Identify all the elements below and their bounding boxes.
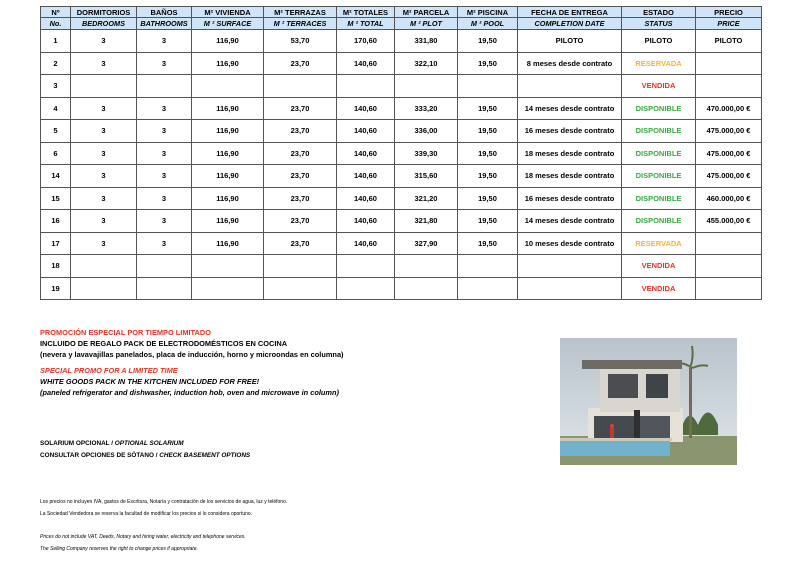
cell-terraces: 23,70 xyxy=(264,187,337,210)
promo-detail-en: (paneled refrigerator and dishwasher, induction hob, oven and microwave in column) xyxy=(40,387,339,397)
cell-price xyxy=(696,75,762,98)
cell-unit-number: 5 xyxy=(41,120,71,143)
header-cell: PRICE xyxy=(696,18,762,30)
cell-bedrooms: 3 xyxy=(71,232,137,255)
cell-pool: 19,50 xyxy=(458,165,518,188)
promo-title-en: SPECIAL PROMO FOR A LIMITED TIME xyxy=(40,366,178,376)
cell-unit-number: 19 xyxy=(41,277,71,300)
cell-plot: 315,60 xyxy=(395,165,458,188)
cell-plot: 327,90 xyxy=(395,232,458,255)
cell-bedrooms: 3 xyxy=(71,120,137,143)
cell-terraces: 23,70 xyxy=(264,97,337,120)
basement-es: CONSULTAR OPCIONES DE SÓTANO / xyxy=(40,452,160,459)
cell-terraces: 53,70 xyxy=(264,30,337,53)
cell-status-badge: RESERVADA xyxy=(622,52,696,75)
cell-total-area xyxy=(337,75,395,98)
cell-bathrooms: 3 xyxy=(137,52,192,75)
cell-unit-number: 16 xyxy=(41,210,71,233)
cell-completion-date xyxy=(518,255,622,278)
cell-total-area: 140,60 xyxy=(337,187,395,210)
cell-completion-date: 10 meses desde contrato xyxy=(518,232,622,255)
header-cell: No. xyxy=(41,18,71,30)
cell-bathrooms: 3 xyxy=(137,97,192,120)
cell-total-area: 170,60 xyxy=(337,30,395,53)
header-cell: COMPLETION DATE xyxy=(518,18,622,30)
table-row xyxy=(41,210,762,233)
cell-completion-date: 18 meses desde contrato xyxy=(518,165,622,188)
table-row xyxy=(41,165,762,188)
table-row xyxy=(41,277,762,300)
cell-surface: 116,90 xyxy=(192,30,264,53)
cell-terraces: 23,70 xyxy=(264,52,337,75)
header-cell: M ² SURFACE xyxy=(192,18,264,30)
cell-bathrooms xyxy=(137,255,192,278)
cell-surface: 116,90 xyxy=(192,187,264,210)
solarium-en: OPTIONAL SOLARIUM xyxy=(114,440,184,447)
cell-pool: 19,50 xyxy=(458,187,518,210)
cell-unit-number: 3 xyxy=(41,75,71,98)
cell-status-badge: DISPONIBLE xyxy=(622,165,696,188)
basement-option xyxy=(40,450,250,462)
header-cell: BATHROOMS xyxy=(137,18,192,30)
cell-plot: 322,10 xyxy=(395,52,458,75)
header-cell: M ² POOL xyxy=(458,18,518,30)
cell-plot: 339,30 xyxy=(395,142,458,165)
cell-price: 455.000,00 € xyxy=(696,210,762,233)
cell-total-area: 140,60 xyxy=(337,52,395,75)
cell-price: PILOTO xyxy=(696,30,762,53)
cell-status-badge: VENDIDA xyxy=(622,255,696,278)
cell-status-badge: VENDIDA xyxy=(622,277,696,300)
cell-pool xyxy=(458,277,518,300)
basement-en: CHECK BASEMENT OPTIONS xyxy=(159,452,251,459)
cell-bathrooms xyxy=(137,277,192,300)
promo-line-es: INCLUIDO DE REGALO PACK DE ELECTRODOMÉSTICOS EN COCINA xyxy=(40,338,288,348)
cell-price: 475.000,00 € xyxy=(696,120,762,143)
cell-bedrooms: 3 xyxy=(71,165,137,188)
cell-bathrooms: 3 xyxy=(137,187,192,210)
legal-en-2: The Selling Company reserves the right to change prices if appropriate. xyxy=(40,545,198,552)
cell-price: 470.000,00 € xyxy=(696,97,762,120)
cell-price xyxy=(696,277,762,300)
cell-surface: 116,90 xyxy=(192,232,264,255)
cell-price xyxy=(696,52,762,75)
cell-price xyxy=(696,255,762,278)
cell-terraces xyxy=(264,75,337,98)
cell-status-badge: DISPONIBLE xyxy=(622,142,696,165)
cell-completion-date xyxy=(518,277,622,300)
cell-pool: 19,50 xyxy=(458,30,518,53)
cell-unit-number: 1 xyxy=(41,30,71,53)
cell-surface xyxy=(192,255,264,278)
cell-surface: 116,90 xyxy=(192,165,264,188)
promo-detail-es: (nevera y lavavajillas panelados, placa de inducción, horno y microondas en columna) xyxy=(40,349,344,359)
table-row xyxy=(41,187,762,210)
cell-total-area: 140,60 xyxy=(337,120,395,143)
cell-completion-date: 14 meses desde contrato xyxy=(518,97,622,120)
cell-total-area: 140,60 xyxy=(337,232,395,255)
cell-status-badge: VENDIDA xyxy=(622,75,696,98)
cell-plot: 331,80 xyxy=(395,30,458,53)
table-row xyxy=(41,120,762,143)
cell-surface: 116,90 xyxy=(192,52,264,75)
header-cell: BEDROOMS xyxy=(71,18,137,30)
header-cell: M² PISCINA xyxy=(458,7,518,18)
cell-bedrooms: 3 xyxy=(71,142,137,165)
cell-pool xyxy=(458,75,518,98)
header-cell: M² VIVIENDA xyxy=(192,7,264,18)
table-row xyxy=(41,52,762,75)
header-cell: FECHA DE ENTREGA xyxy=(518,7,622,18)
cell-unit-number: 17 xyxy=(41,232,71,255)
price-table xyxy=(40,6,762,300)
cell-pool: 19,50 xyxy=(458,97,518,120)
cell-status-badge: PILOTO xyxy=(622,30,696,53)
cell-bedrooms xyxy=(71,277,137,300)
header-row-es xyxy=(41,7,762,18)
header-cell: STATUS xyxy=(622,18,696,30)
cell-bathrooms: 3 xyxy=(137,232,192,255)
cell-bathrooms: 3 xyxy=(137,165,192,188)
cell-terraces xyxy=(264,255,337,278)
promo-title-es: PROMOCIÓN ESPECIAL POR TIEMPO LIMITADO xyxy=(40,328,211,337)
header-cell: M ² TERRACES xyxy=(264,18,337,30)
header-cell: M ² PLOT xyxy=(395,18,458,30)
cell-completion-date: 16 meses desde contrato xyxy=(518,120,622,143)
cell-bedrooms: 3 xyxy=(71,52,137,75)
cell-pool: 19,50 xyxy=(458,210,518,233)
promo-line-en: WHITE GOODS PACK IN THE KITCHEN INCLUDED FOR FREE! xyxy=(40,377,260,387)
villa-render-image xyxy=(560,338,737,465)
cell-bathrooms: 3 xyxy=(137,30,192,53)
cell-pool: 19,50 xyxy=(458,120,518,143)
cell-total-area xyxy=(337,255,395,278)
cell-completion-date: 8 meses desde contrato xyxy=(518,52,622,75)
cell-plot xyxy=(395,277,458,300)
cell-unit-number: 18 xyxy=(41,255,71,278)
table-row xyxy=(41,75,762,98)
cell-completion-date xyxy=(518,75,622,98)
cell-completion-date: 14 meses desde contrato xyxy=(518,210,622,233)
solarium-option xyxy=(40,438,250,450)
cell-total-area: 140,60 xyxy=(337,210,395,233)
header-cell: Nº xyxy=(41,7,71,18)
cell-bedrooms xyxy=(71,255,137,278)
legal-es-2: La Sociedad Vendedora se reserva la facultad de modificar los precios si lo considera oportuno. xyxy=(40,510,253,517)
header-cell: M² PARCELA xyxy=(395,7,458,18)
cell-completion-date: PILOTO xyxy=(518,30,622,53)
cell-terraces: 23,70 xyxy=(264,232,337,255)
cell-pool: 19,50 xyxy=(458,142,518,165)
price-table-body xyxy=(41,30,762,300)
cell-bathrooms: 3 xyxy=(137,210,192,233)
solarium-es: SOLARIUM OPCIONAL / xyxy=(40,440,115,447)
header-cell: BAÑOS xyxy=(137,7,192,18)
cell-terraces: 23,70 xyxy=(264,120,337,143)
table-row xyxy=(41,30,762,53)
cell-price: 460.000,00 € xyxy=(696,187,762,210)
cell-surface: 116,90 xyxy=(192,97,264,120)
cell-bedrooms: 3 xyxy=(71,187,137,210)
table-row xyxy=(41,97,762,120)
cell-bedrooms: 3 xyxy=(71,210,137,233)
cell-bedrooms: 3 xyxy=(71,97,137,120)
cell-bedrooms xyxy=(71,75,137,98)
header-cell: DORMITORIOS xyxy=(71,7,137,18)
cell-total-area xyxy=(337,277,395,300)
table-row xyxy=(41,255,762,278)
cell-plot: 333,20 xyxy=(395,97,458,120)
header-cell: PRECIO xyxy=(696,7,762,18)
cell-surface xyxy=(192,75,264,98)
cell-price: 475.000,00 € xyxy=(696,142,762,165)
cell-price xyxy=(696,232,762,255)
cell-pool: 19,50 xyxy=(458,232,518,255)
header-cell: M² TOTALES xyxy=(337,7,395,18)
header-cell: ESTADO xyxy=(622,7,696,18)
villa-render-svg xyxy=(560,338,737,465)
cell-terraces: 23,70 xyxy=(264,165,337,188)
cell-terraces: 23,70 xyxy=(264,210,337,233)
cell-surface xyxy=(192,277,264,300)
options-block xyxy=(40,438,250,462)
cell-status-badge: DISPONIBLE xyxy=(622,187,696,210)
cell-plot xyxy=(395,255,458,278)
table-row xyxy=(41,232,762,255)
header-row-en xyxy=(41,18,762,30)
cell-bedrooms: 3 xyxy=(71,30,137,53)
cell-pool: 19,50 xyxy=(458,52,518,75)
cell-total-area: 140,60 xyxy=(337,165,395,188)
cell-total-area: 140,60 xyxy=(337,97,395,120)
table-row xyxy=(41,142,762,165)
cell-terraces: 23,70 xyxy=(264,142,337,165)
cell-bathrooms xyxy=(137,75,192,98)
cell-plot: 321,80 xyxy=(395,210,458,233)
cell-surface: 116,90 xyxy=(192,210,264,233)
cell-unit-number: 4 xyxy=(41,97,71,120)
cell-terraces xyxy=(264,277,337,300)
cell-unit-number: 2 xyxy=(41,52,71,75)
cell-total-area: 140,60 xyxy=(337,142,395,165)
legal-en-1: Prices do not include VAT, Deeds, Notary and hiring water, electricity and telephone services. xyxy=(40,534,246,540)
cell-plot: 336,00 xyxy=(395,120,458,143)
cell-plot xyxy=(395,75,458,98)
cell-completion-date: 16 meses desde contrato xyxy=(518,187,622,210)
cell-plot: 321,20 xyxy=(395,187,458,210)
cell-status-badge: RESERVADA xyxy=(622,232,696,255)
cell-surface: 116,90 xyxy=(192,142,264,165)
header-cell: M² TERRAZAS xyxy=(264,7,337,18)
cell-unit-number: 6 xyxy=(41,142,71,165)
cell-completion-date: 18 meses desde contrato xyxy=(518,142,622,165)
cell-status-badge: DISPONIBLE xyxy=(622,210,696,233)
cell-pool xyxy=(458,255,518,278)
cell-price: 475.000,00 € xyxy=(696,165,762,188)
cell-status-badge: DISPONIBLE xyxy=(622,97,696,120)
cell-status-badge: DISPONIBLE xyxy=(622,120,696,143)
cell-unit-number: 14 xyxy=(41,165,71,188)
cell-bathrooms: 3 xyxy=(137,142,192,165)
cell-unit-number: 15 xyxy=(41,187,71,210)
legal-es-1: Los precios no incluyen IVA, gastos de Escritura, Notaría y contratación de los servicios de agua, luz y teléfono. xyxy=(40,499,288,505)
legal-notes xyxy=(40,497,287,555)
cell-bathrooms: 3 xyxy=(137,120,192,143)
cell-surface: 116,90 xyxy=(192,120,264,143)
header-cell: M ² TOTAL xyxy=(337,18,395,30)
promo-block xyxy=(40,328,510,399)
